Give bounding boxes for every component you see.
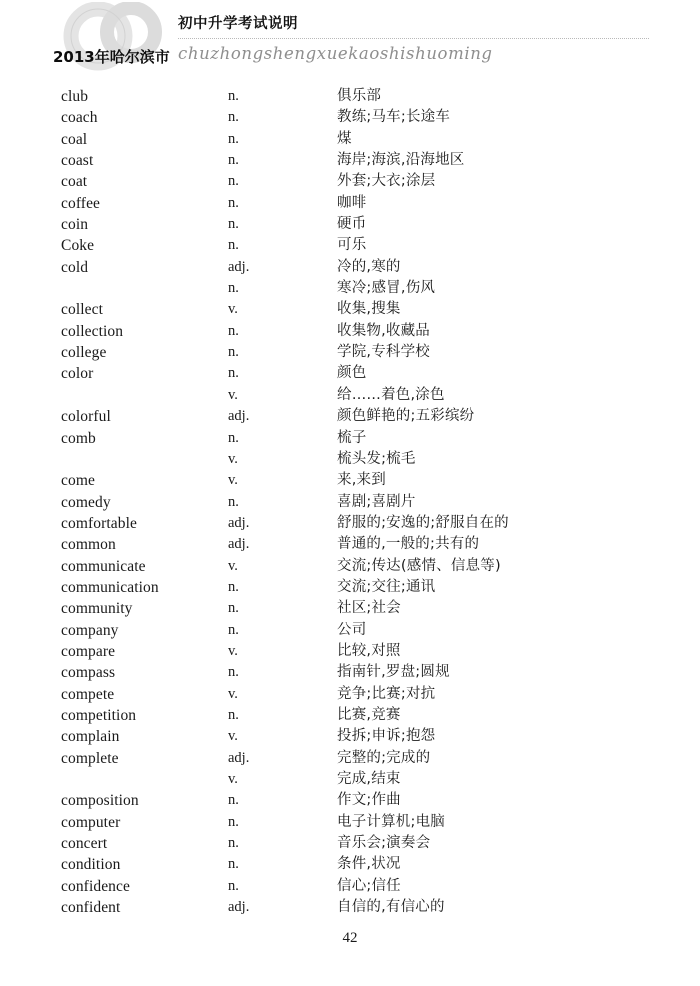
entry-definition: 咖啡 (337, 194, 367, 211)
page-title: 初中升学考试说明 (178, 16, 298, 32)
entry-word: company (61, 621, 119, 639)
glossary-entry-row (0, 150, 700, 171)
entry-definition: 社区;社会 (337, 600, 401, 617)
glossary-entry-row (0, 129, 700, 150)
glossary-entry-row (0, 342, 700, 363)
glossary-entry-row (0, 854, 700, 875)
glossary-entry-row (0, 598, 700, 619)
entry-part-of-speech: n. (228, 194, 239, 211)
entry-word: color (61, 365, 94, 383)
glossary-entry-row (0, 492, 700, 513)
glossary-entry-row (0, 428, 700, 449)
entry-word: coat (61, 173, 88, 191)
entry-part-of-speech: n. (228, 237, 239, 254)
entry-part-of-speech: n. (228, 173, 239, 190)
entry-word: community (61, 600, 133, 618)
entry-definition: 竞争;比赛;对抗 (337, 685, 436, 702)
entry-word: Coke (61, 237, 95, 255)
entry-part-of-speech: v. (228, 450, 238, 467)
glossary-entry-row (0, 641, 700, 662)
entry-definition: 完成,结束 (337, 771, 401, 787)
entry-part-of-speech: n. (228, 664, 239, 681)
entry-part-of-speech: n. (228, 792, 239, 809)
glossary-entry-row (0, 470, 700, 491)
entry-word: comfortable (61, 514, 137, 532)
entry-part-of-speech: n. (228, 109, 239, 126)
entry-part-of-speech: n. (228, 280, 239, 297)
entry-word: complete (61, 749, 119, 767)
entry-part-of-speech: v. (228, 472, 238, 489)
glossary-entry-row (0, 577, 700, 598)
entry-part-of-speech: n. (228, 600, 239, 617)
entry-word: condition (61, 856, 121, 874)
glossary-entry-row (0, 812, 700, 833)
entry-part-of-speech: n. (228, 835, 239, 852)
entry-part-of-speech: v. (228, 771, 238, 787)
entry-definition: 来,来到 (337, 472, 386, 489)
entry-word: college (61, 344, 107, 362)
glossary-entry-row (0, 257, 700, 278)
glossary-entry-row (0, 321, 700, 342)
entry-word: composition (61, 792, 139, 810)
glossary-entry-row (0, 214, 700, 235)
entry-definition: 交流;传达(感情、信息等) (337, 557, 501, 574)
glossary-entry-row (0, 363, 700, 384)
entry-part-of-speech: n. (228, 877, 239, 894)
entry-definition: 颜色鲜艳的;五彩缤纷 (337, 408, 475, 425)
entry-definition: 喜剧;喜剧片 (337, 493, 416, 510)
entry-word: computer (61, 813, 121, 831)
entry-definition: 可乐 (337, 237, 367, 254)
entry-word: competition (61, 706, 137, 724)
entry-part-of-speech: v. (228, 557, 238, 574)
entry-part-of-speech: n. (228, 130, 239, 147)
entry-definition: 比赛,竞赛 (337, 706, 401, 723)
entry-definition: 完整的;完成的 (337, 749, 431, 766)
entry-part-of-speech: n. (228, 152, 239, 169)
entry-definition: 指南针,罗盘;圆规 (337, 664, 450, 681)
entry-word: compare (61, 642, 116, 660)
entry-part-of-speech: n. (228, 706, 239, 723)
entry-word: cold (61, 258, 89, 276)
entry-definition: 颜色 (337, 365, 367, 382)
entry-word: confident (61, 899, 121, 917)
entry-definition: 煤 (337, 130, 352, 147)
glossary-entry-row (0, 769, 700, 790)
entry-word: coin (61, 216, 89, 234)
entry-definition: 电子计算机;电脑 (337, 813, 445, 830)
glossary-entry-row (0, 748, 700, 769)
glossary-entry-row (0, 726, 700, 747)
entry-definition: 外套;大衣;涂层 (337, 173, 436, 190)
entry-part-of-speech: n. (228, 578, 239, 595)
glossary-entry-row (0, 299, 700, 320)
header-issuer: 2013年哈尔滨市 (53, 48, 170, 66)
glossary-entry-row (0, 235, 700, 256)
entry-part-of-speech: n. (228, 813, 239, 830)
entry-word: comedy (61, 493, 111, 511)
entry-part-of-speech: n. (228, 344, 239, 361)
entry-definition: 海岸;海滨,沿海地区 (337, 152, 465, 169)
entry-word: collection (61, 322, 124, 340)
glossary-entry-row (0, 171, 700, 192)
entry-definition: 信心;信任 (337, 877, 401, 894)
entry-part-of-speech: n. (228, 493, 239, 510)
glossary-entry-row (0, 193, 700, 214)
entry-part-of-speech: v. (228, 642, 238, 659)
entry-definition: 俱乐部 (337, 88, 382, 104)
entry-part-of-speech: v. (228, 685, 238, 702)
glossary-entry-row (0, 86, 700, 107)
page-number: 42 (342, 930, 358, 946)
entry-definition: 给……着色,涂色 (337, 386, 445, 403)
entry-word: confidence (61, 877, 130, 895)
entry-part-of-speech: n. (228, 621, 239, 638)
entry-word: club (61, 88, 89, 105)
entry-part-of-speech: v. (228, 386, 238, 403)
entry-part-of-speech: n. (228, 216, 239, 233)
entry-definition: 梳头发;梳毛 (337, 450, 416, 467)
entry-part-of-speech: v. (228, 301, 238, 318)
entry-definition: 收集,搜集 (337, 301, 401, 318)
glossary-entry-row (0, 534, 700, 555)
entry-word: comb (61, 429, 96, 447)
glossary-entry-row (0, 107, 700, 128)
glossary-entry-row (0, 449, 700, 470)
glossary-entry-row (0, 705, 700, 726)
entry-definition: 普通的,一般的;共有的 (337, 536, 480, 553)
entry-part-of-speech: adj. (228, 258, 250, 275)
entry-definition: 舒服的;安逸的;舒服自在的 (337, 514, 509, 531)
header-title-block (178, 14, 678, 63)
entry-word: common (61, 536, 116, 554)
entry-part-of-speech: adj. (228, 536, 250, 553)
entry-word: coal (61, 130, 88, 148)
entry-word: colorful (61, 408, 111, 426)
glossary-entry-row (0, 556, 700, 577)
entry-definition: 收集物,收藏品 (337, 322, 431, 339)
page-header (0, 0, 700, 84)
entry-definition: 寒冷;感冒,伤风 (337, 280, 436, 297)
entry-word: coach (61, 109, 98, 127)
entry-word: compete (61, 685, 115, 703)
entry-part-of-speech: v. (228, 728, 238, 745)
entry-part-of-speech: adj. (228, 408, 250, 425)
entry-word: collect (61, 301, 104, 319)
header-pinyin: chuzhongshengxuekaoshishuoming (178, 44, 493, 63)
entry-definition: 梳子 (337, 429, 367, 446)
entry-definition: 作文;作曲 (337, 792, 401, 809)
entry-definition: 条件,状况 (337, 856, 401, 873)
glossary-table (0, 86, 700, 918)
entry-word: compass (61, 664, 116, 682)
glossary-entry-row (0, 513, 700, 534)
glossary-entry-row (0, 876, 700, 897)
entry-part-of-speech: n. (228, 88, 239, 104)
entry-word: communication (61, 578, 159, 596)
entry-definition: 学院,专科学校 (337, 344, 431, 361)
entry-part-of-speech: n. (228, 365, 239, 382)
glossary-entry-row (0, 620, 700, 641)
entry-part-of-speech: adj. (228, 749, 250, 766)
entry-definition: 投拆;申诉;抱怨 (337, 728, 436, 745)
entry-definition: 音乐会;演奏会 (337, 835, 431, 852)
entry-definition: 冷的,寒的 (337, 258, 401, 275)
entry-part-of-speech: n. (228, 429, 239, 446)
glossary-entry-row (0, 278, 700, 299)
entry-word: coast (61, 152, 94, 170)
entry-word: complain (61, 728, 120, 746)
glossary-entry-row (0, 662, 700, 683)
entry-part-of-speech: n. (228, 856, 239, 873)
entry-definition: 交流;交往;通讯 (337, 578, 436, 595)
entry-part-of-speech: adj. (228, 899, 250, 916)
glossary-entry-row (0, 833, 700, 854)
entry-word: come (61, 472, 95, 490)
glossary-entry-row (0, 684, 700, 705)
glossary-entry-row (0, 790, 700, 811)
glossary-entry-row (0, 897, 700, 918)
entry-word: coffee (61, 194, 101, 212)
entry-part-of-speech: adj. (228, 514, 250, 531)
glossary-entry-row (0, 406, 700, 427)
entry-word: communicate (61, 557, 146, 575)
entry-definition: 自信的,有信心的 (337, 899, 445, 916)
entry-definition: 公司 (337, 621, 367, 638)
entry-part-of-speech: n. (228, 322, 239, 339)
entry-definition: 教练;马车;长途车 (337, 109, 451, 126)
entry-definition: 比较,对照 (337, 642, 401, 659)
entry-definition: 硬币 (337, 216, 367, 233)
entry-word: concert (61, 835, 108, 853)
glossary-entry-row (0, 385, 700, 406)
header-divider (178, 38, 649, 39)
